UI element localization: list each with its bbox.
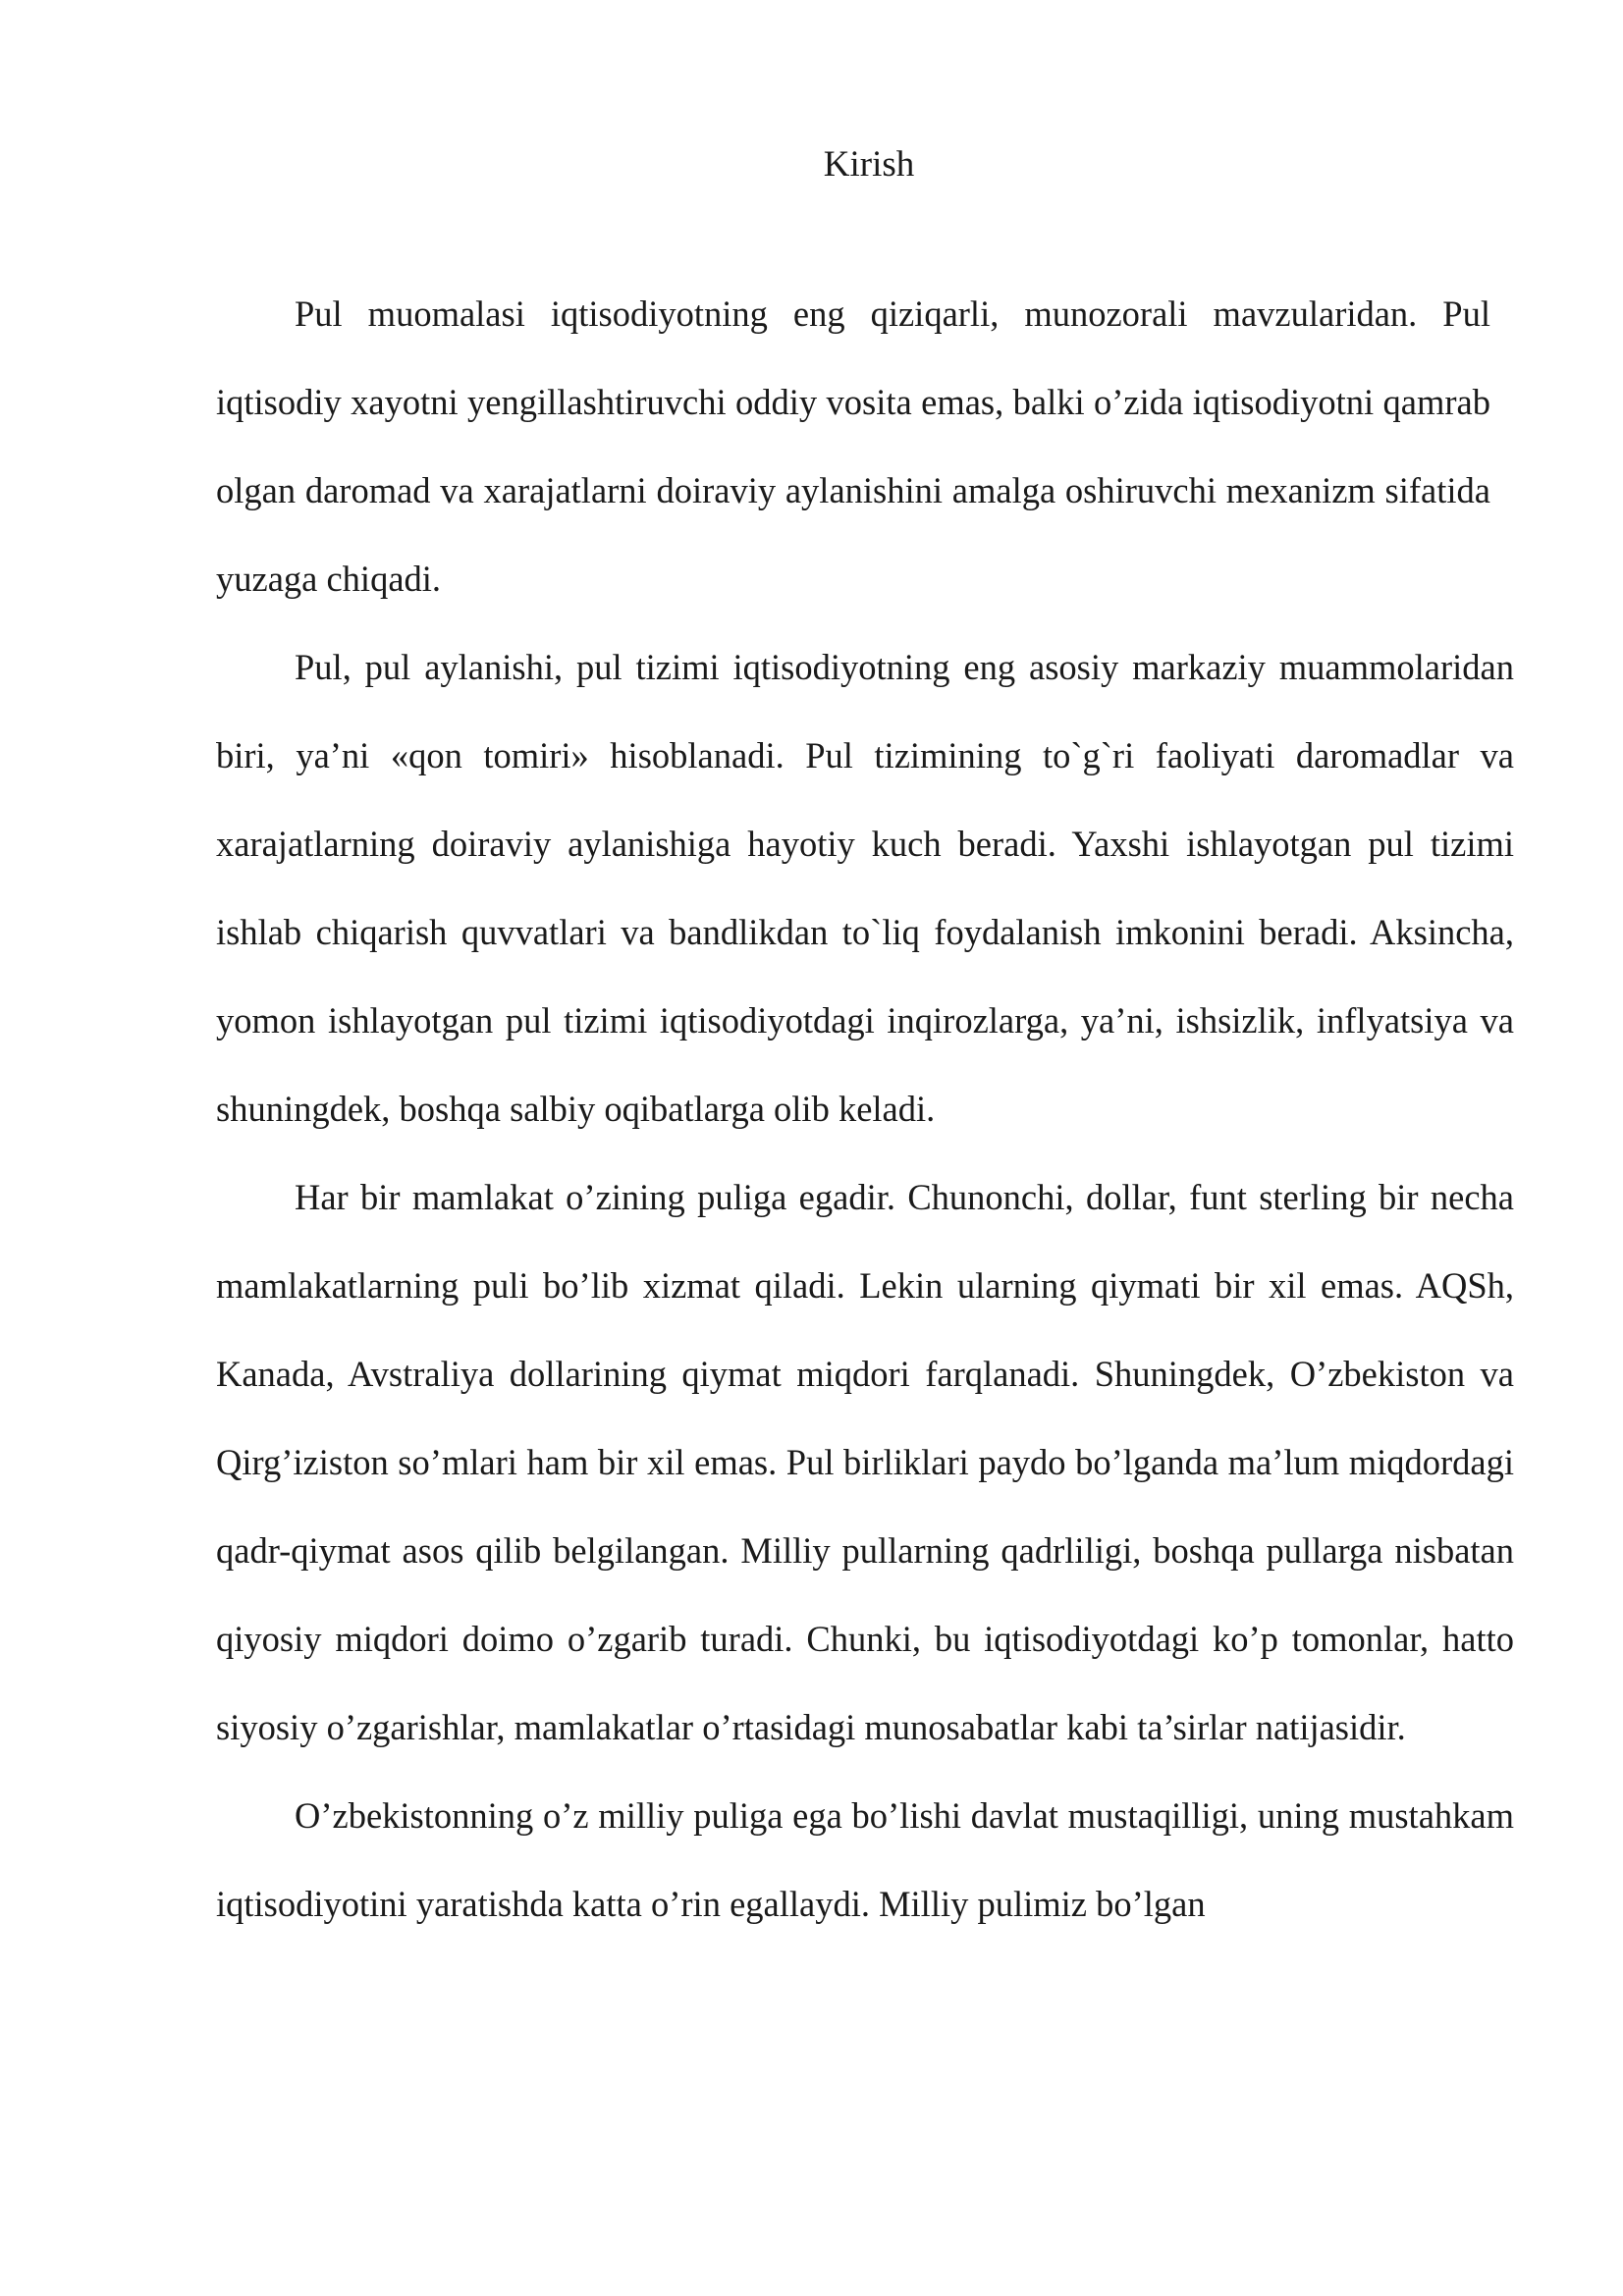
paragraph-2: Pul, pul aylanishi, pul tizimi iqtisodiyotning eng asosiy markaziy muammolaridan biri, ya’ni «qon tomiri» hisoblanadi. Pul tizimining to`g`ri faoliyati daromadlar va xarajatlarning doiraviy aylanishiga hayotiy kuch beradi. Yaxshi ishlayotgan pul tizimi ishlab chiqarish quvvatlari va bandlikdan to`liq foydalanish imkonini beradi. Aksincha, yomon ishlayotgan pul tizimi iqtisodiyotdagi inqirozlarga, ya’ni, ishsizlik, inflyatsiya va shuningdek, boshqa salbiy oqibatlarga olib keladi. [216,647,1514,1129]
paragraph-3: Har bir mamlakat o’zining puliga egadir. Chunonchi, dollar, funt sterling bir necha mamlakatlarning puli bo’lib xizmat qiladi. Lekin ularning qiymati bir xil emas. AQSh, Kanada, Avstraliya dollarining qiymat miqdori farqlanadi. Shuningdek, O’zbekiston va Qirg’iziston so’mlari ham bir xil emas. Pul birliklari paydo bo’lganda ma’lum miqdordagi qadr-qiymat asos qilib belgilangan. Milliy pullarning qadrliligi, boshqa pullarga nisbatan qiyosiy miqdori doimo o’zgarib turadi. Chunki, bu iqtisodiyotdagi ko’p tomonlar, hatto siyosiy o’zgarishlar, mamlakatlar o’rtasidagi munosabatlar kabi ta’sirlar natijasidir. [216,1177,1514,1747]
paragraph-4: O’zbekistonning o’z milliy puliga ega bo’lishi davlat mustaqilligi, uning mustahkam iqtisodiyotini yaratishda katta o’rin egallaydi. Milliy pulimiz bo’lgan [216,1795,1514,1924]
document-body [216,270,1514,1949]
page-title: Kirish [823,144,915,185]
paragraph-1: Pul muomalasi iqtisodiyotning eng qiziqarli, munozorali mavzularidan. Pul iqtisodiy xayotni yengillashtiruvchi oddiy vosita emas, balki o’zida iqtisodiyotni qamrab olgan daromad va xarajatlarni doiraviy aylanishini amalga oshiruvchi mexanizm sifatida yuzaga chiqadi. [216,294,1490,599]
